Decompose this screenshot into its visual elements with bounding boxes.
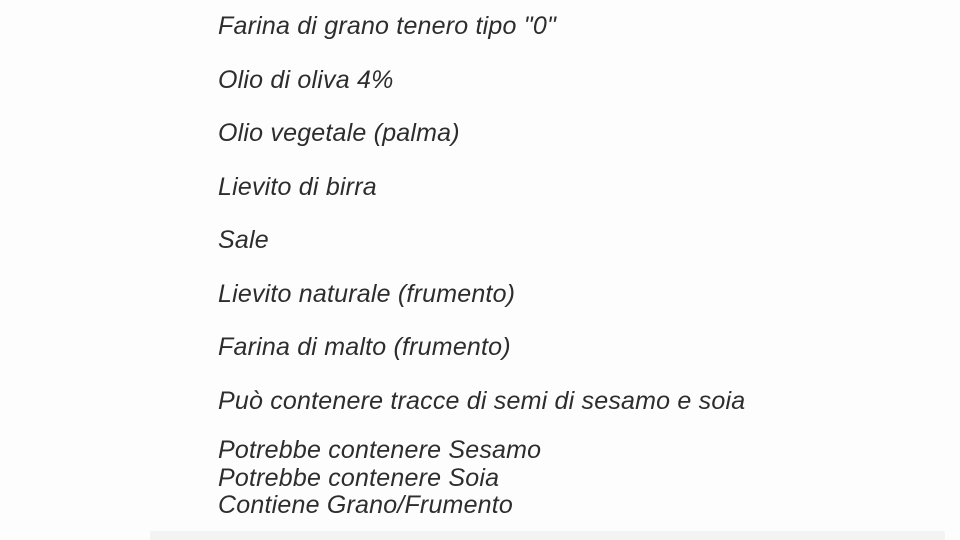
ingredient-line-malt-flour: Farina di malto (frumento) (218, 333, 511, 361)
ingredient-line-yeast: Lievito di birra (218, 172, 377, 201)
ingredient-line-salt: Sale (218, 226, 269, 254)
ingredient-list (218, 0, 745, 428)
ingredient-line-flour: Farina di grano tenero tipo "0" (218, 12, 557, 40)
ingredient-line-olive-oil: Olio di oliva 4% (218, 65, 394, 94)
allergen-line-sesame: Potrebbe contenere Sesamo (218, 436, 542, 464)
allergen-line-wheat: Contiene Grano/Frumento (218, 491, 514, 519)
allergen-line-soy: Potrebbe contenere Soia (218, 463, 500, 492)
bottom-edge-artifact (150, 531, 945, 540)
ingredient-line-traces-warning: Può contenere tracce di semi di sesamo e soia (218, 386, 746, 415)
ingredient-line-natural-yeast: Lievito naturale (frumento) (218, 279, 516, 308)
ingredient-line-vegetable-oil: Olio vegetale (palma) (218, 119, 460, 147)
allergen-block (218, 437, 541, 520)
